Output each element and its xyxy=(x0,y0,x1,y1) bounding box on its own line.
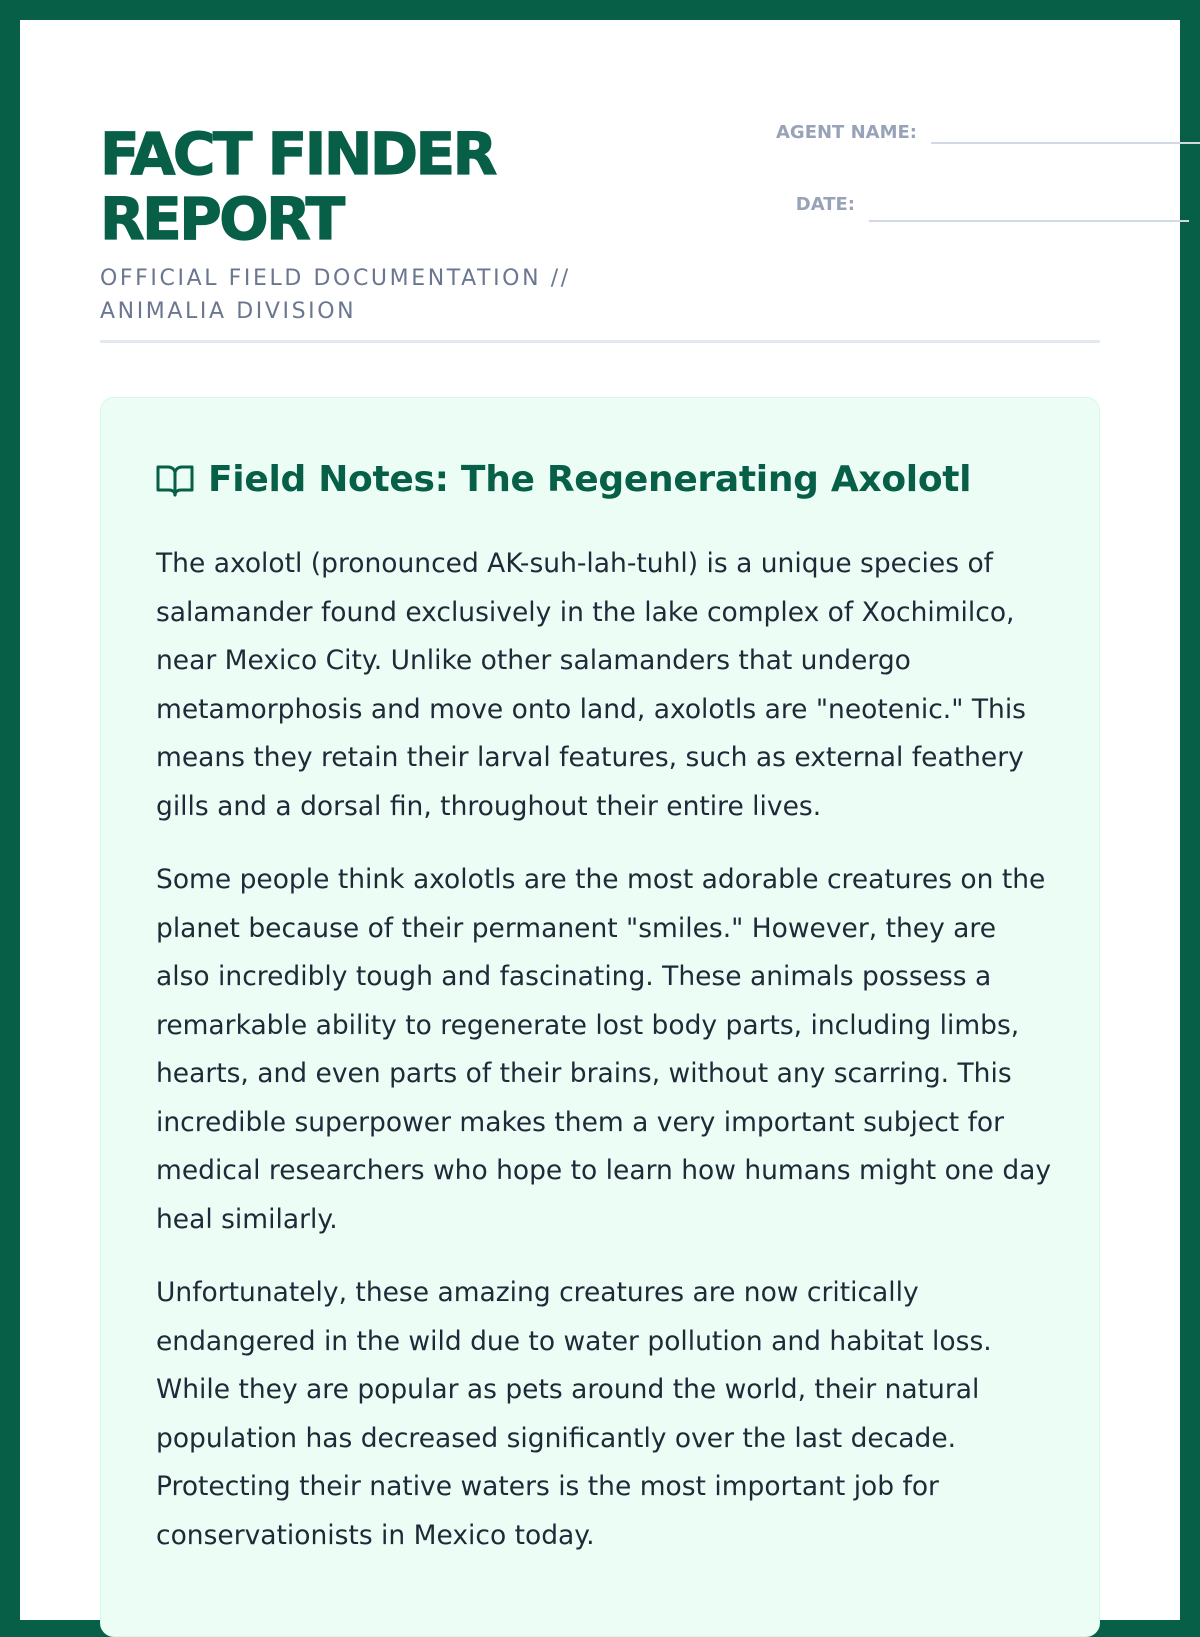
notes-paragraph: Unfortunately, these amazing creatures are now critically endangered in the wild due to water pollution and habitat loss. While they are popular as pets around the world, their natural population has decreased significantly over the last decade. Protecting their native waters is the most important job for conservationists in Mexico today. xyxy=(156,1277,992,1551)
agent-name-input-line[interactable] xyxy=(931,142,1200,144)
report-title: FACT FINDER REPORT xyxy=(100,120,495,253)
header-divider xyxy=(100,340,1100,343)
date-input-line[interactable] xyxy=(869,220,1189,222)
field-notes-title: Field Notes: The Regenerating Axolotl xyxy=(208,459,972,500)
notes-paragraph: The axolotl (pronounced AK-suh-lah-tuhl) is a unique species of salamander found exclusively in the lake complex of Xochimilco, near Mexico City. Unlike other salamanders that undergo metamorphosis and move onto land, axolotls are "neotenic." This means they retain their larval features, such as external feathery gills and a dorsal fin, throughout their entire lives. xyxy=(156,548,1026,822)
date-label: DATE: xyxy=(795,194,855,215)
agent-name-field[interactable] xyxy=(730,120,1200,146)
agent-name-label: AGENT NAME: xyxy=(775,122,917,143)
report-header xyxy=(100,100,1100,362)
report-sheet xyxy=(20,20,1180,1620)
title-block xyxy=(100,122,620,328)
report-subtitle: OFFICIAL FIELD DOCUMENTATION // ANIMALIA DIVISION xyxy=(100,266,571,324)
field-notes-heading xyxy=(156,450,1044,510)
date-field[interactable] xyxy=(717,192,1189,218)
field-notes-card xyxy=(100,397,1100,1637)
notes-paragraph: Some people think axolotls are the most adorable creatures on the planet because of their permanent "smiles." However, they are also incredibly tough and fascinating. These animals possess a remarkable ability to regenerate lost body parts, including limbs, hearts, and even parts of their brains, without any scarring. This incredible superpower makes them a very important subject for medical researchers who hope to learn how humans might one day heal similarly. xyxy=(156,864,1052,1235)
book-open-icon xyxy=(156,463,194,497)
